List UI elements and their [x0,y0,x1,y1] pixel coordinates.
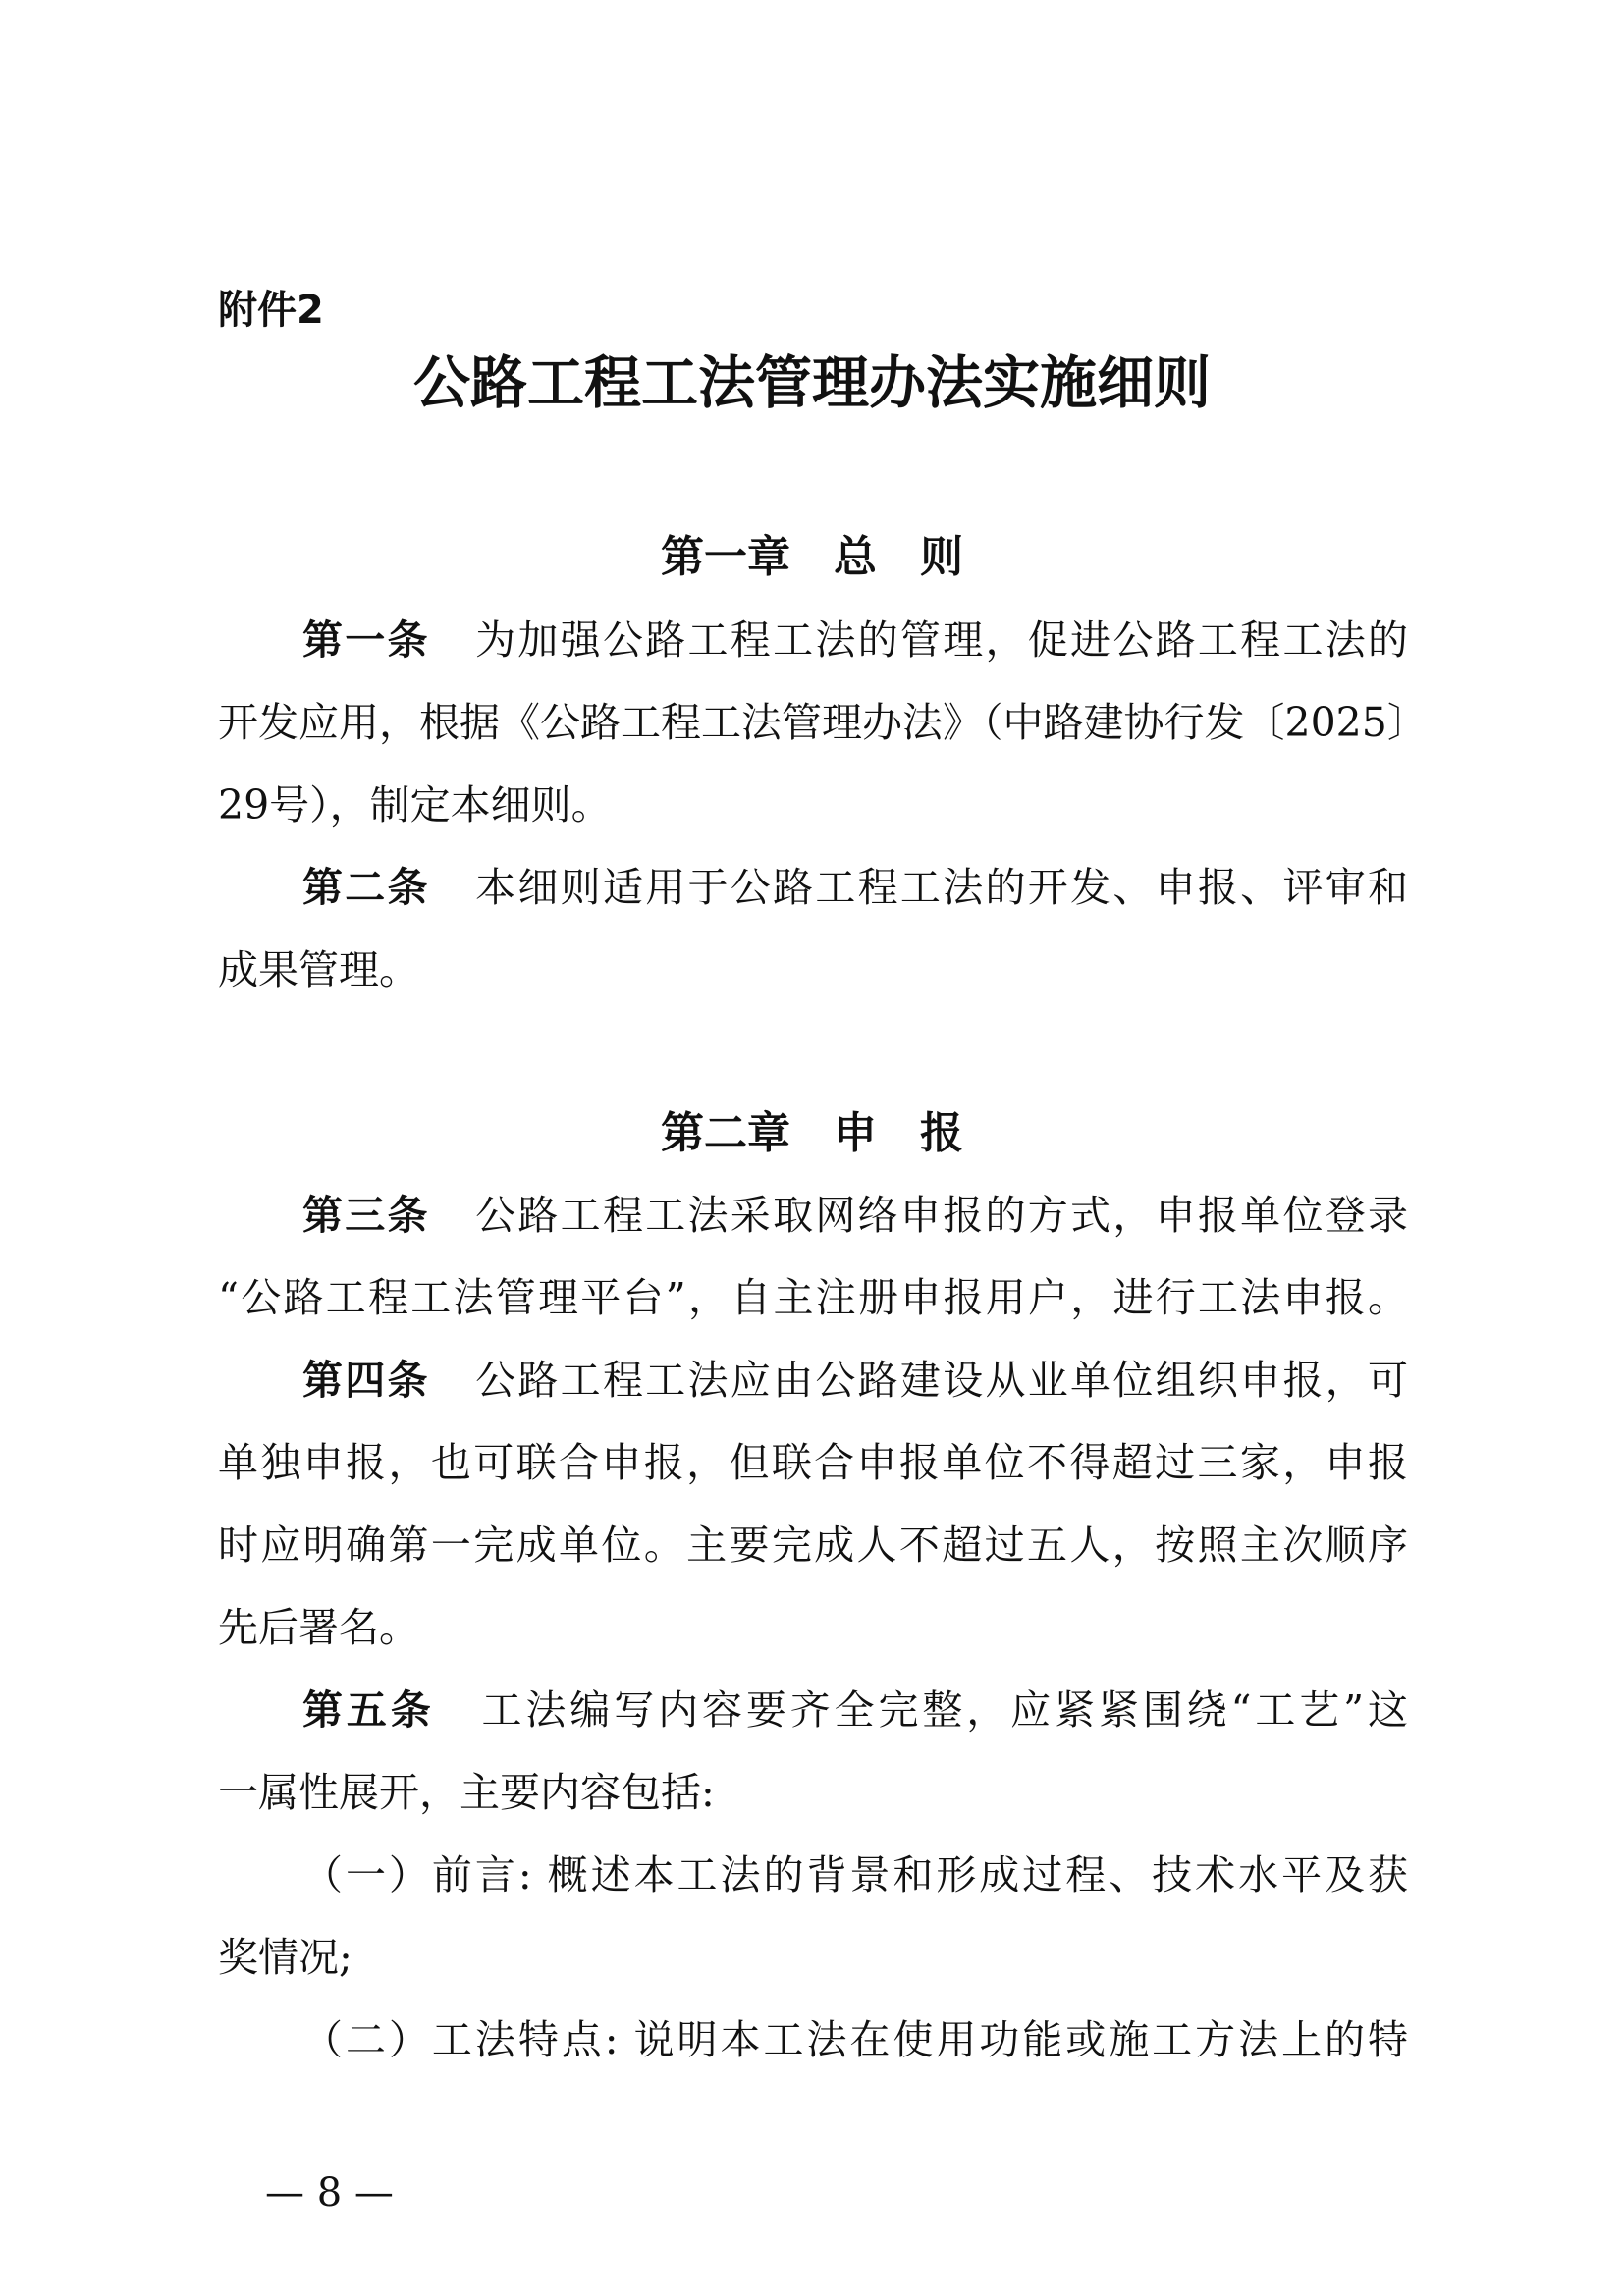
article-2-heading: 第二条 [302,864,430,911]
article-4-line-2: 单独申报，也可联合申报，但联合申报单位不得超过三家，申报 [218,1439,1408,1486]
article-4-heading: 第四条 [302,1357,430,1404]
page-number: — 8 — [265,2170,394,2216]
article-1-heading: 第一条 [302,616,430,664]
article-4-line-1 [302,1351,1408,1410]
chapter-1-name-part-2: 则 [920,532,963,582]
article-4-line-3: 时应明确第一完成单位。主要完成人不超过五人，按照主次顺序 [218,1522,1408,1569]
article-3-text-1: 公路工程工法采取网络申报的方式，申报单位登录 [472,1192,1409,1239]
article-2-text-1: 本细则适用于公路工程工法的开发、申报、评审和 [472,864,1409,911]
article-3-line-2: “公路工程工法管理平台”，自主注册申报用户，进行工法申报。 [218,1274,1408,1321]
article-5-item-1-line-2: 奖情况; [218,1934,352,1981]
article-2-line-2: 成果管理。 [218,946,419,993]
article-2-line-1 [302,858,1408,917]
article-5-heading: 第五条 [302,1686,435,1734]
article-4-line-4: 先后署名。 [218,1604,419,1651]
article-5-text-1: 工法编写内容要齐全完整，应紧紧围绕“工艺”这 [477,1686,1409,1734]
article-1-line-2: 开发应用，根据《公路工程工法管理办法》（中路建协行发〔2025〕 [218,699,1428,746]
chapter-1-number: 第一章 [661,532,790,582]
chapter-2-number: 第二章 [661,1108,790,1158]
chapter-1-name-part-1: 总 [834,532,877,582]
article-5-item-1-line-1: （一）前言: 概述本工法的背景和形成过程、技术水平及获 [302,1851,1408,1898]
chapter-1-heading [0,528,1624,587]
article-1-text-1: 为加强公路工程工法的管理，促进公路工程工法的 [472,616,1409,664]
chapter-2-heading [0,1104,1624,1163]
article-4-text-1: 公路工程工法应由公路建设从业单位组织申报，可 [472,1357,1409,1404]
article-1-line-1 [302,611,1408,669]
attachment-label: 附件2 [218,288,324,333]
chapter-2-name-part-2: 报 [920,1108,963,1158]
article-5-line-2: 一属性展开，主要内容包括: [218,1769,715,1816]
article-3-heading: 第三条 [302,1192,430,1239]
article-5-line-1 [302,1681,1408,1739]
chapter-2-name-part-1: 申 [834,1108,877,1158]
article-3-line-1 [302,1186,1408,1245]
article-5-item-2-line-1: （二）工法特点: 说明本工法在使用功能或施工方法上的特 [302,2016,1408,2063]
article-1-line-3: 29号），制定本细则。 [218,781,612,828]
document-title: 公路工程工法管理办法实施细则 [412,349,1211,416]
